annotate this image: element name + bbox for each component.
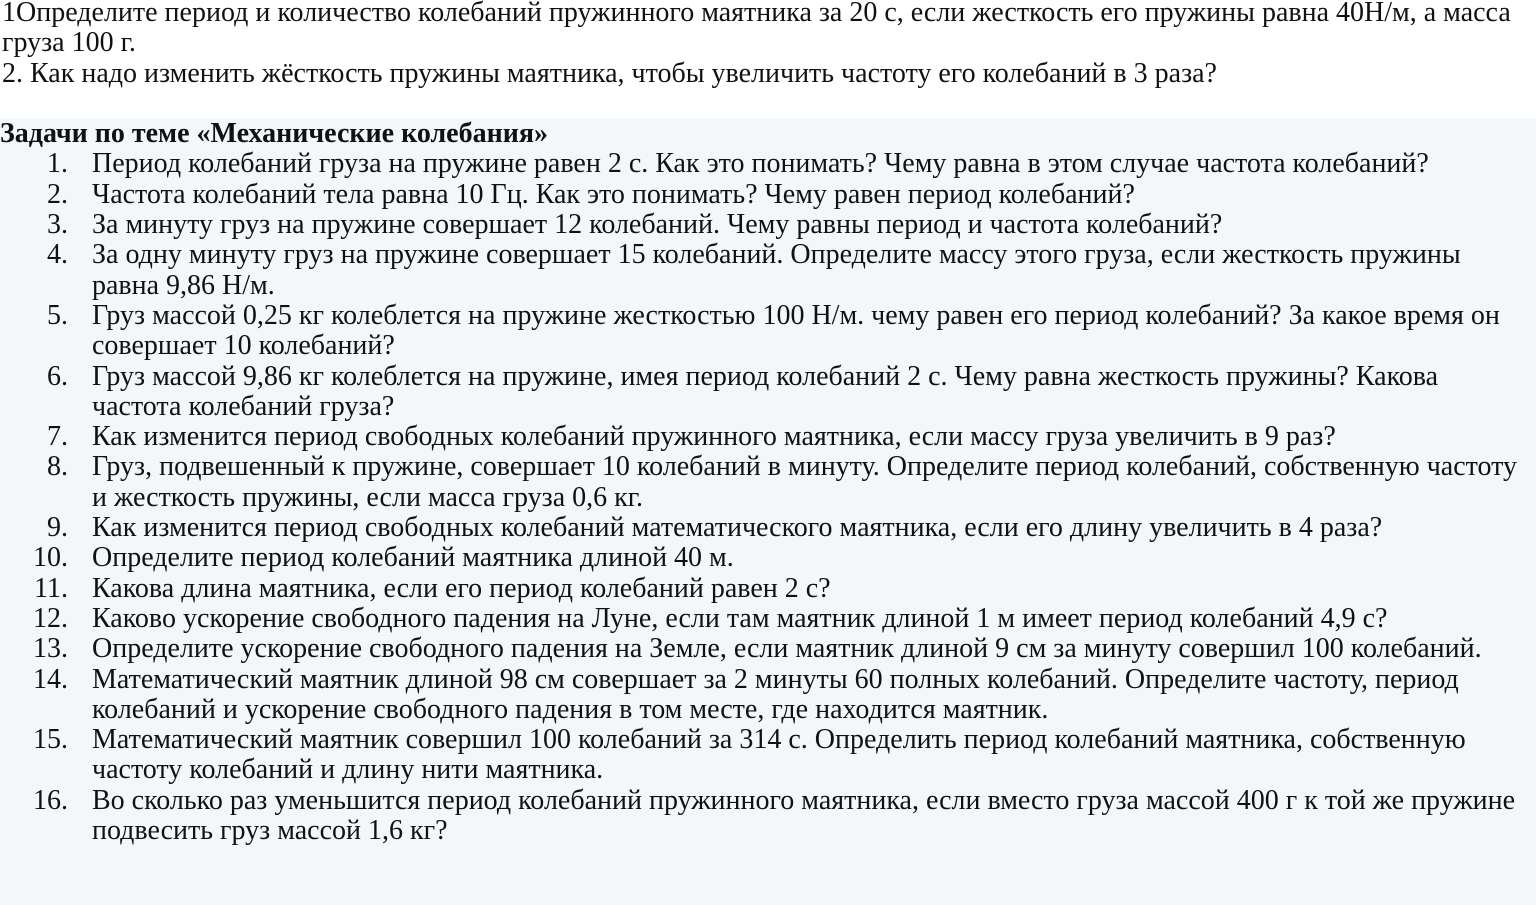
task-item <box>0 149 1530 179</box>
task-number: 7. <box>47 421 68 453</box>
task-number: 15. <box>33 724 68 756</box>
task-number: 16. <box>33 784 68 816</box>
intro-task-2: 2. Как надо изменить жёсткость пружины маятника, чтобы увеличить частоту его колебаний в 3 раза? <box>2 57 1217 89</box>
task-number: 12. <box>33 602 68 634</box>
task-item <box>0 786 1530 847</box>
task-text: Груз, подвешенный к пружине, совершает 10 колебаний в минуту. Определите период колебаний, собственную частоту и жесткость пружины, если масса груза 0,6 кг. <box>92 451 1517 513</box>
task-text: За одну минуту груз на пружине совершает 15 колебаний. Определите массу этого груза, если жесткость пружины равна 9,86 Н/м. <box>92 239 1461 301</box>
task-text: Каково ускорение свободного падения на Луне, если там маятник длиной 1 м имеет период колебаний 4,9 с? <box>92 602 1388 634</box>
task-text: Определите ускорение свободного падения на Земле, если маятник длиной 9 см за минуту совершил 100 колебаний. <box>92 633 1482 665</box>
task-text: Груз массой 0,25 кг колеблется на пружине жесткостью 100 Н/м. чему равен его период колебаний? За какое время он совершает 10 колебаний? <box>92 299 1500 362</box>
task-number: 10. <box>33 542 68 574</box>
task-item <box>0 301 1530 362</box>
task-item <box>0 180 1530 210</box>
task-item <box>0 452 1530 513</box>
task-text: Период колебаний груза на пружине равен 2 с. Как это понимать? Чему равна в этом случае частота колебаний? <box>92 148 1429 180</box>
task-text: Как изменится период свободных колебаний математического маятника, если его длину увеличить в 4 раза? <box>92 512 1383 544</box>
task-number: 14. <box>33 663 68 695</box>
task-text: Как изменится период свободных колебаний пружинного маятника, если массу груза увеличить в 9 раз? <box>92 421 1336 453</box>
intro-task-1: 1Определите период и количество колебаний пружинного маятника за 20 с, если жесткость его пружины равна 40Н/м, а масса груза 100 г. <box>2 0 1511 59</box>
task-list <box>0 149 1530 846</box>
task-item <box>0 543 1530 573</box>
task-number: 5. <box>47 299 68 331</box>
task-item <box>0 362 1530 423</box>
task-text: Груз массой 9,86 кг колеблется на пружине, имея период колебаний 2 с. Чему равна жесткость пружины? Какова частота колебаний груза? <box>92 360 1439 422</box>
task-item <box>0 604 1530 634</box>
task-item <box>0 240 1530 301</box>
task-text: Математический маятник длиной 98 см совершает за 2 минуты 60 полных колебаний. Определите частоту, период колебаний и ускорение свободного падения в том месте, где находится маятник. <box>92 663 1459 725</box>
task-item <box>0 210 1530 240</box>
task-number: 4. <box>47 239 68 271</box>
task-text: Какова длина маятника, если его период колебаний равен 2 с? <box>92 572 831 604</box>
task-number: 11. <box>34 572 68 604</box>
task-number: 13. <box>33 633 68 665</box>
task-number: 6. <box>47 360 68 392</box>
task-item <box>0 665 1530 726</box>
spacer <box>0 89 1530 119</box>
task-number: 3. <box>47 209 68 241</box>
task-item <box>0 422 1530 452</box>
task-number: 1. <box>47 148 68 180</box>
task-number: 2. <box>47 178 68 210</box>
task-number: 8. <box>47 451 68 483</box>
task-text: Частота колебаний тела равна 10 Гц. Как это понимать? Чему равен период колебаний? <box>92 178 1135 210</box>
section-heading: Задачи по теме «Механические колебания» <box>0 118 549 150</box>
task-item <box>0 634 1530 664</box>
task-number: 9. <box>47 512 68 544</box>
task-item <box>0 725 1530 786</box>
task-text: За минуту груз на пружине совершает 12 колебаний. Чему равны период и частота колебаний? <box>92 209 1223 241</box>
task-item <box>0 513 1530 543</box>
task-item <box>0 574 1530 604</box>
task-text: Во сколько раз уменьшится период колебаний пружинного маятника, если вместо груза массой 400 г к той же пружине подвесить груз массой 1,6 кг? <box>92 784 1516 847</box>
task-text: Определите период колебаний маятника длиной 40 м. <box>92 542 734 574</box>
task-text: Математический маятник совершил 100 колебаний за 314 с. Определить период колебаний маятника, собственную частоту колебаний и длину нити маятника. <box>92 724 1466 786</box>
